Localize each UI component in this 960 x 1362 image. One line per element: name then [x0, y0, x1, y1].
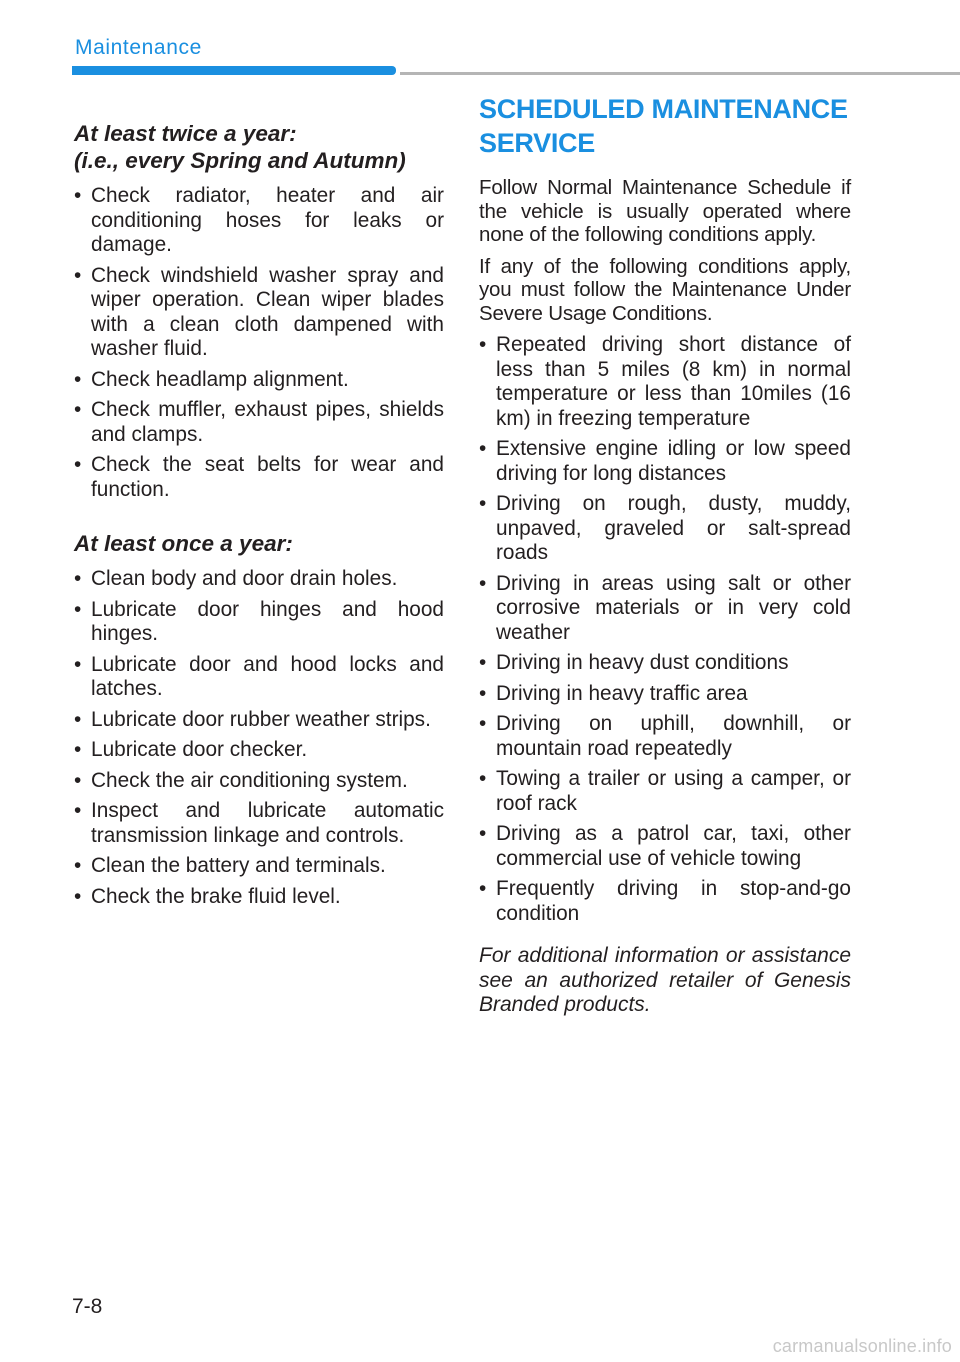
section-title	[479, 92, 851, 160]
severe-conditions-list	[479, 333, 851, 926]
section-label: Maintenance	[75, 36, 202, 59]
list-item: • Check the brake fluid level.	[74, 885, 444, 910]
heading-line: At least twice a year:	[74, 121, 297, 146]
list-item: • Repeated driving short distance of less than 5 miles (8 km) in normal temperature or less than 10miles (16 km) in freezing temperature	[479, 333, 851, 431]
list-item: • Lubricate door rubber weather strips.	[74, 708, 444, 733]
list-item: • Driving on rough, dusty, muddy, unpaved, graveled or salt-spread roads	[479, 492, 851, 566]
once-a-year-heading	[74, 530, 444, 557]
list-item: • Check headlamp alignment.	[74, 368, 444, 393]
left-column	[74, 120, 444, 915]
title-line: SCHEDULED MAINTENANCE	[479, 94, 848, 124]
right-column	[479, 92, 851, 1018]
list-item: • Towing a trailer or using a camper, or roof rack	[479, 767, 851, 816]
list-item: • Check the seat belts for wear and function.	[74, 453, 444, 502]
list-item: • Lubricate door and hood locks and latches.	[74, 653, 444, 702]
list-item: • Driving on uphill, downhill, or mountain road repeatedly	[479, 712, 851, 761]
list-item: • Check muffler, exhaust pipes, shields and clamps.	[74, 398, 444, 447]
title-line: SERVICE	[479, 128, 595, 158]
twice-a-year-heading	[74, 120, 444, 174]
list-item: • Lubricate door checker.	[74, 738, 444, 763]
list-item: • Check windshield washer spray and wiper operation. Clean wiper blades with a clean cloth dampened with washer fluid.	[74, 264, 444, 362]
list-item: • Frequently driving in stop-and-go condition	[479, 877, 851, 926]
retailer-note: For additional information or assistance see an authorized retailer of Genesis Branded products.	[479, 944, 851, 1016]
list-item: • Check the air conditioning system.	[74, 769, 444, 794]
list-item: • Clean the battery and terminals.	[74, 854, 444, 879]
list-item: • Driving in areas using salt or other corrosive materials or in very cold weather	[479, 572, 851, 646]
header-rule	[400, 72, 960, 75]
list-item: • Check radiator, heater and air conditioning hoses for leaks or damage.	[74, 184, 444, 258]
twice-a-year-list	[74, 184, 444, 502]
heading-line: At least once a year:	[74, 531, 293, 556]
list-item: • Driving in heavy dust conditions	[479, 651, 851, 676]
list-item: • Driving as a patrol car, taxi, other commercial use of vehicle towing	[479, 822, 851, 871]
page-number: 7-8	[72, 1295, 103, 1318]
severe-usage-paragraph: If any of the following conditions apply, you must follow the Maintenance Under Severe Usage Conditions.	[479, 254, 851, 325]
intro-paragraph: Follow Normal Maintenance Schedule if the vehicle is usually operated where none of the following conditions apply.	[479, 176, 851, 246]
list-item: • Driving in heavy traffic area	[479, 682, 851, 707]
watermark: carmanualsonline.info	[772, 1336, 952, 1356]
once-a-year-list	[74, 567, 444, 909]
header-accent-bar	[72, 66, 396, 75]
heading-line: (i.e., every Spring and Autumn)	[74, 148, 406, 173]
list-item: • Clean body and door drain holes.	[74, 567, 444, 592]
list-item: • Extensive engine idling or low speed driving for long distances	[479, 437, 851, 486]
list-item: • Inspect and lubricate automatic transmission linkage and controls.	[74, 799, 444, 848]
list-item: • Lubricate door hinges and hood hinges.	[74, 598, 444, 647]
